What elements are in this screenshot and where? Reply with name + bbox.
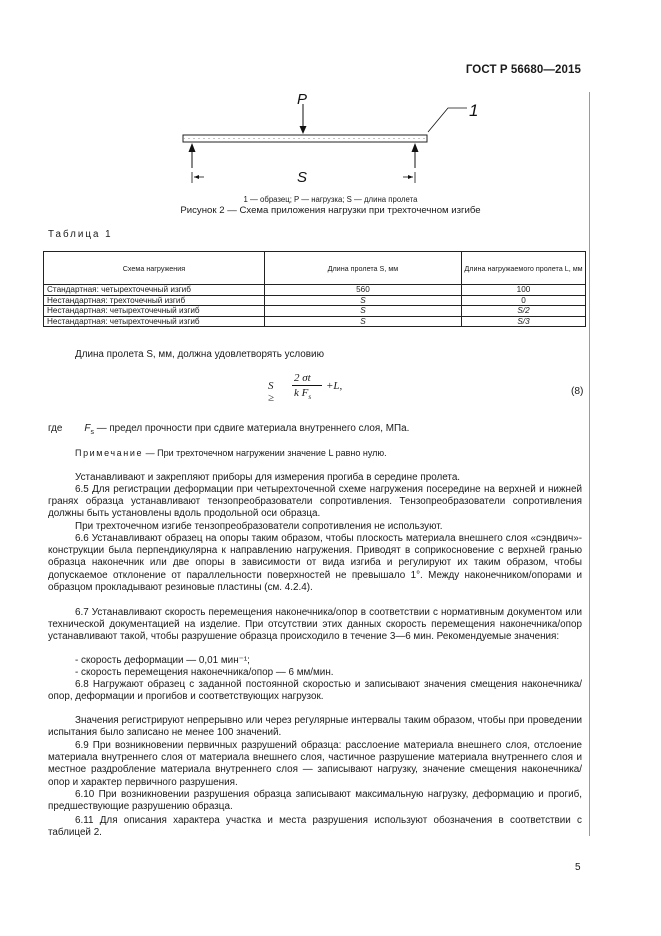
paragraph-6-11: 6.11 Для описания характера участка и места разрушения используют обозначения в соответствии с таблицей 2. <box>48 815 582 839</box>
table-cell: S/3 <box>462 316 586 327</box>
table-header: Схема нагружения <box>44 252 265 285</box>
figure-legend: 1 — образец; P — нагрузка; S — длина пролета <box>243 195 418 204</box>
left-support-arrowhead <box>189 143 196 152</box>
table-title: Таблица 1 <box>48 229 113 240</box>
table-cell: Нестандартная: трехточечный изгиб <box>44 295 265 306</box>
table-header: Длина пролета S, мм <box>264 252 461 285</box>
table-header: Длина нагружаемого пролета L, мм <box>462 252 586 285</box>
paragraph: При трехточечном изгибе тензопреобразователи сопротивления не используют. <box>75 521 443 532</box>
table-row <box>44 285 586 296</box>
paragraph-6-9: 6.9 При возникновении первичных разрушений образца: расслоение материала внешнего слоя, отслоение материала внутреннего слоя от материала внешнего слоя, частичное разрушение материала внутреннего слоя и местное раздробление материала внутреннего слоя — записывают нагрузку, значение смещения наконечника/опор и характер первичного разрушения. <box>48 740 582 788</box>
figure-caption: Рисунок 2 — Схема приложения нагрузки при трехточечном изгибе <box>180 205 481 216</box>
span-label: S <box>297 169 308 186</box>
table-row <box>44 316 586 327</box>
paragraph-6-8: 6.8 Нагружают образец с заданной постоянной скоростью и записывают значения смещения наконечника/опор, деформации и прогибов и соответствующих нагрузок. <box>48 679 582 703</box>
list-item: - скорость деформации — 0,01 мин⁻¹; <box>75 655 250 666</box>
right-support-arrowhead <box>412 143 419 152</box>
formula-denominator: k $F_s$ <box>294 387 312 402</box>
table-cell: S <box>264 295 461 306</box>
table-cell: 560 <box>264 285 461 296</box>
callout-label: 1 <box>469 101 479 120</box>
table-cell: S <box>264 316 461 327</box>
load-arrowhead <box>300 126 307 134</box>
load-label: P <box>297 91 308 108</box>
table-row <box>44 306 586 317</box>
note: Примечание — При трехточечном нагружении значение L равно нулю. <box>75 448 387 458</box>
equation-number: (8) <box>571 386 584 397</box>
paragraph-6-6: 6.6 Устанавливают образец на опоры таким образом, чтобы плоскость материала внешнего слоя «сэндвич»-конструкции была перпендикулярна к направлению нагружения. Приводят в соприкосновение с верхней гранью образца наконечник или две опоры в зависимости от вида изгиба и регулируют их таким образом, чтобы допускаемое отклонение от параллельности поверхностей не превышало 1°. Между наконечником/опорами и образцом прокладывают резиновые пластины (см. 4.2.4). <box>48 533 582 593</box>
table-cell: Нестандартная: четырехточечный изгиб <box>44 306 265 317</box>
document-id: ГОСТ Р 56680—2015 <box>465 64 581 76</box>
table-cell: S <box>264 306 461 317</box>
formula-lhs: S ≥ <box>268 380 275 404</box>
loading-schemes-table <box>43 251 586 327</box>
callout-leader <box>428 108 467 132</box>
paragraph: Значения регистрируют непрерывно или через регулярные интервалы таким образом, чтобы при проведении испытания было записано не менее 100 значений. <box>48 715 582 739</box>
page-number: 5 <box>575 862 581 873</box>
table-cell: Нестандартная: четырехточечный изгиб <box>44 316 265 327</box>
list-item: - скорость перемещения наконечника/опор — 6 мм/мин. <box>75 667 334 678</box>
table-row <box>44 295 586 306</box>
paragraph-6-10: 6.10 При возникновении разрушения образца записывают максимальную нагрузку, деформацию и прогиб, предшествующие разрушению образца. <box>48 789 582 813</box>
paragraph-6-5: 6.5 Для регистрации деформации при четырехточечной схеме нагружения посередине на верхней и нижней гранях образца устанавливают тензопреобразователи сопротивления. Тензопреобразователи сопротивления должны быть установлены вдоль продольной оси образца. <box>48 484 582 520</box>
loading-scheme-figure <box>180 88 500 193</box>
table-header-row <box>44 252 586 285</box>
table-cell: 0 <box>462 295 586 306</box>
table-cell: S/2 <box>462 306 586 317</box>
span-condition-text: Длина пролета S, мм, должна удовлетворять условию <box>75 349 324 360</box>
formula-numerator: 2 σt <box>294 372 311 384</box>
formula-tail: +L, <box>326 380 343 392</box>
paragraph: Устанавливают и закрепляют приборы для измерения прогиба в середине пролета. <box>75 472 461 483</box>
paragraph-6-7: 6.7 Устанавливают скорость перемещения наконечника/опор в соответствии с нормативным документом или технической документацией на изделие. При отсутствии этих данных скорость перемещения наконечника/опор устанавливают такой, чтобы разрушение образца происходило в течение 3—6 мин. Рекомендуемые значения: <box>48 607 582 643</box>
table-cell: Стандартная: четырехточечный изгиб <box>44 285 265 296</box>
where-clause: где $F_s$ — предел прочности при сдвиге материала внутреннего слоя, МПа. <box>48 423 410 436</box>
table-cell: 100 <box>462 285 586 296</box>
